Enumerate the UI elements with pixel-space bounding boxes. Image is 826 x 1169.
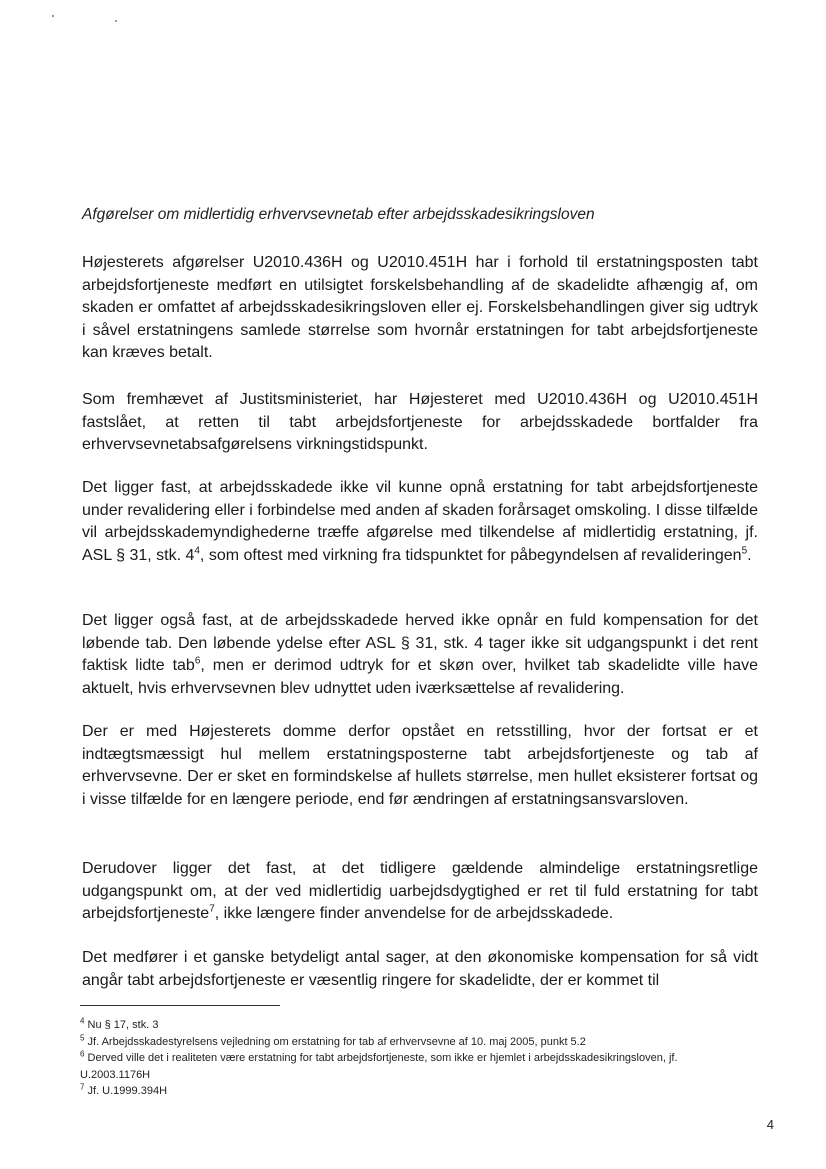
scan-speck [52,15,54,17]
paragraph-4-text-a: Det ligger også fast, at de arbejdsskadede herved ikke opnår en fuld kompensation for det løbende tab. Den løbende ydelse efter ASL § 31, stk. 4 tager ikke sit udgangspunkt i det rent faktisk lidte tab [82,612,758,674]
paragraph-6 [82,858,758,926]
footnote-ref-4[interactable]: 4 [194,545,200,557]
footnote-item [80,1017,720,1034]
footnote-item [80,1050,720,1083]
footnote-number: 6 [80,1049,85,1059]
footnote-number: 7 [80,1082,85,1092]
paragraph-6-text-a: Derudover ligger det fast, at det tidligere gældende almindelige erstatningsretlige udgangspunkt om, at der ved midlertidig uarbejdsdygtighed er ret til fuld erstatning for tabt arbejdsfortjeneste [82,860,758,922]
paragraph-3-text-b: , som oftest med virkning fra tidspunktet for påbegyndelsen af revalideringen [199,546,742,564]
paragraph-2: Som fremhævet af Justitsministeriet, har Højesteret med U2010.436H og U2010.451H fastslået, at retten til tabt arbejdsfortjeneste for arbejdsskadede bortfalder fra erhvervsevnetabsafgørelsens virkningstidspunkt. [82,391,758,453]
paragraph-3-text-a: Det ligger fast, at arbejdsskadede ikke vil kunne opnå erstatning for tabt arbejdsfortjeneste under revalidering eller i forbindelse med anden af skaden forårsaget omskoling. I disse tilfælde vil arbejdsskademyndighederne træffe afgørelse med tilkendelse af midlertidig erstatning, jf. ASL § 31, stk. 4 [82,479,758,564]
paragraph-1: Højesterets afgørelser U2010.436H og U2010.451H har i forhold til erstatningsposten tabt arbejdsfortjeneste medført en utilsigtet forskelsbehandling af de skadelidte afhængig af, om skaden er omfattet af arbejdsskadesikringsloven eller ej. Forskelsbehandlingen giver sig udtryk i såvel erstatningens samlede størrelse som hvornår erstatningen for tabt arbejdsfortjeneste kan kræves betalt. [82,254,758,361]
paragraph-5: Der er med Højesterets domme derfor opstået en retsstilling, hvor der fortsat er et indtægtsmæssigt hul mellem erstatningsposterne tabt arbejdsfortjeneste og tab af erhvervsevne. Der er sket en formindskelse af hullets størrelse, men hullet eksisterer fortsat og i visse tilfælde for en længere periode, end før ændringen af erstatningsansvarsloven. [82,723,758,808]
footnotes [80,1017,720,1100]
footnote-number: 5 [80,1032,85,1042]
footnote-ref-6[interactable]: 6 [194,655,201,667]
scan-speck [115,20,117,22]
paragraph-4 [82,610,758,700]
footnote-ref-7[interactable]: 7 [209,903,215,915]
paragraph-3 [82,477,758,567]
footnote-ref-5[interactable]: 5 [741,545,748,557]
footnote-text: Nu § 17, stk. 3 [87,1019,159,1031]
paragraph-7: Det medfører i et ganske betydeligt antal sager, at den økonomiske kompensation for så vidt angår tabt arbejdsfortjeneste er væsentlig ringere for skadelidte, der er kommet til [82,949,758,989]
page-number: 4 [766,1117,774,1132]
footnote-item [80,1083,720,1100]
footnote-divider [80,1005,280,1006]
footnote-text: Derved ville det i realiteten være erstatning for tabt arbejdsfortjeneste, som ikke er hjemlet i arbejdsskadesikringsloven, jf. U.2003.1176H [80,1052,678,1081]
footnote-number: 4 [80,1016,85,1026]
paragraph-6-text-b: , ikke længere finder anvendelse for de arbejdsskadede. [214,905,614,922]
paragraph-3-text-c: . [747,546,752,564]
footnote-text: Jf. U.1999.394H [87,1085,168,1097]
section-heading: Afgørelser om midlertidig erhvervsevnetab efter arbejdsskadesikringsloven [82,206,595,223]
paragraph-4-text-b: , men er derimod udtryk for et skøn over, hvilket tab skadelidte ville have aktuelt, hvis erhvervsevnen blev udnyttet uden iværksættelse af revalidering. [82,657,759,697]
footnote-text: Jf. Arbejdsskadestyrelsens vejledning om erstatning for tab af erhvervsevne af 10. maj 2005, punkt 5.2 [87,1035,586,1048]
footnote-item [80,1034,720,1051]
